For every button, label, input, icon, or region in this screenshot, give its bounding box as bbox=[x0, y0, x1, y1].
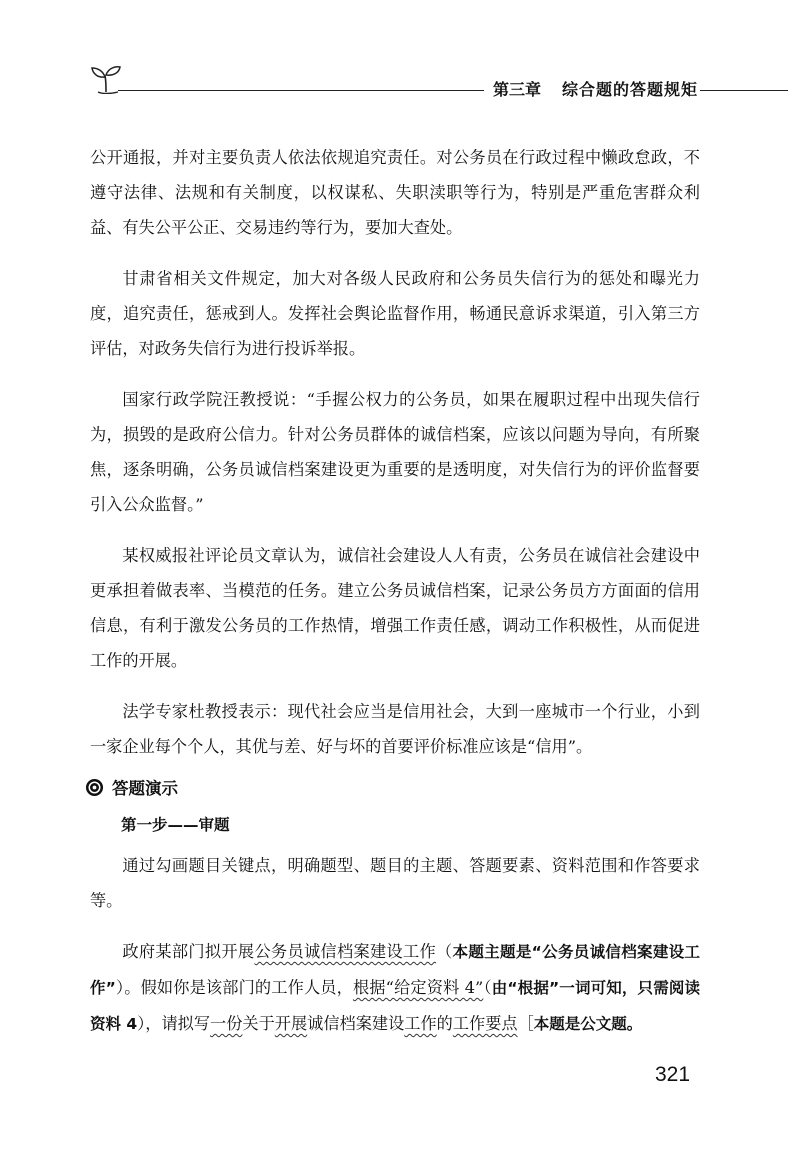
section-heading bbox=[90, 770, 700, 804]
question-text: （ bbox=[483, 978, 492, 997]
step-title: 第一步——审题 bbox=[121, 816, 230, 834]
key-point: 根据“给定资料 4” bbox=[352, 978, 484, 997]
paragraph: 某权威报社评论员文章认为，诚信社会建设人人有责，公务员在诚信社会建设中更承担着做表率、当模范的任务。建立公务员诚信档案，记录公务员方方面面的信用信息，有利于激发公务员的工作热情，增强工作责任感，调动工作积极性，从而促进工作的开展。 bbox=[90, 546, 700, 670]
running-header bbox=[0, 60, 800, 100]
paragraph: 法学专家杜教授表示：现代社会应当是信用社会，大到一座城市一个行业，小到一家企业每个个人，其优与差、好与坏的首要评价标准应该是“信用”。 bbox=[90, 702, 700, 756]
record-icon bbox=[85, 778, 104, 797]
key-point: 开展 bbox=[274, 1014, 308, 1033]
question-text: 诚信档案建设 bbox=[307, 1014, 405, 1033]
paragraph: 公开通报，并对主要负责人依法依规追究责任。对公务员在行政过程中懒政怠政，不遵守法律、法规和有关制度，以权谋私、失职渎职等行为，特别是严重危害群众利益、有失公平公正、交易违约等行为，要加大查处。 bbox=[90, 148, 700, 237]
key-point: 公务员诚信档案建设工作 bbox=[254, 942, 437, 961]
annotation: 由“根据”一词可知，只需阅读资料 4 bbox=[90, 979, 701, 1033]
question-text: ［ bbox=[517, 1014, 534, 1033]
question-text: 的 bbox=[436, 1014, 453, 1033]
annotation: 本题是公文题。 bbox=[533, 1015, 643, 1033]
key-point: 工作要点 bbox=[452, 1014, 518, 1033]
page-body bbox=[90, 140, 700, 1042]
annotation: 本题主题是“公务员诚信档案建设工作” bbox=[90, 943, 701, 997]
header-rule-right bbox=[700, 90, 788, 91]
question-text: ），请拟写 bbox=[137, 1014, 211, 1033]
header-rule-left bbox=[118, 90, 484, 91]
chapter-title: 综合题的答题规矩 bbox=[562, 80, 699, 99]
chapter-label: 第三章 bbox=[493, 80, 542, 99]
question-text: ）。假如你是该部门的工作人员， bbox=[115, 978, 353, 997]
section-title: 答题演示 bbox=[112, 779, 178, 798]
key-point: 工作 bbox=[404, 1014, 437, 1033]
page-number: 321 bbox=[655, 1063, 691, 1086]
question-text: 关于 bbox=[242, 1014, 275, 1033]
paragraph: 甘肃省相关文件规定，加大对各级人民政府和公务员失信行为的惩处和曝光力度，追究责任，惩戒到人。发挥社会舆论监督作用，畅通民意诉求渠道，引入第三方评估，对政务失信行为进行投诉举报。 bbox=[90, 269, 700, 358]
key-point: 一份 bbox=[210, 1014, 243, 1033]
question-text: （ bbox=[436, 942, 453, 961]
paragraph: 通过勾画题目关键点，明确题型、题目的主题、答题要素、资料范围和作答要求等。 bbox=[90, 856, 700, 910]
question-paragraph bbox=[90, 934, 700, 1042]
paragraph: 国家行政学院汪教授说：“手握公权力的公务员，如果在履职过程中出现失信行为，损毁的是政府公信力。针对公务员群体的诚信档案，应该以问题为导向，有所聚焦，逐条明确，公务员诚信档案建设更为重要的是透明度，对失信行为的评价监督要引入公众监督。” bbox=[90, 390, 700, 514]
question-text: 政府某部门拟开展 bbox=[122, 942, 255, 961]
